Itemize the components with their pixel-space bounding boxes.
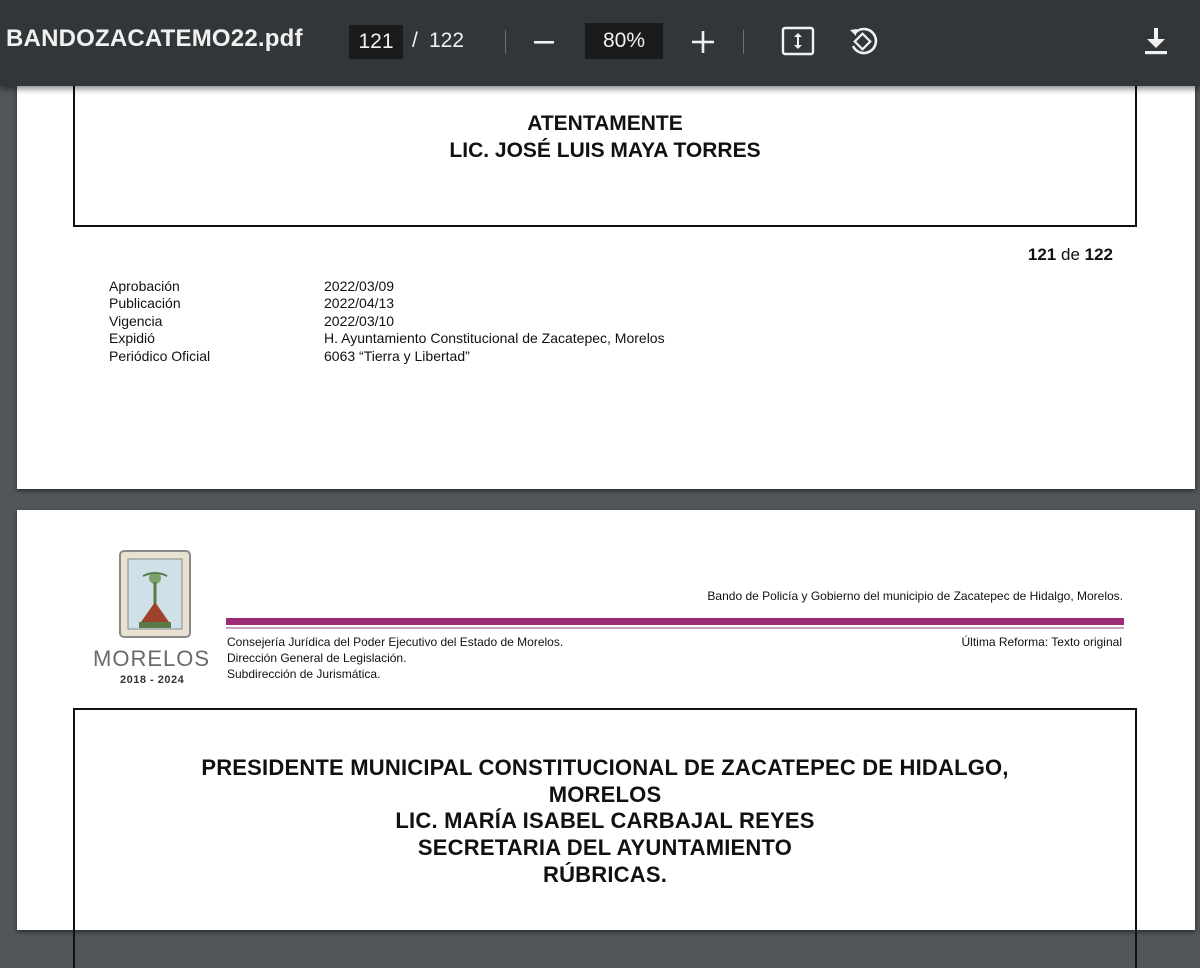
meta-value-vigencia: 2022/03/10 [324,313,395,329]
header-line-direccion: Dirección General de Legislación. [227,651,407,665]
meta-label-aprobacion: Aprobación [109,278,180,294]
page-total: 122 [429,29,465,52]
zoom-level-input[interactable]: 80% [585,23,663,59]
plus-icon [691,30,715,54]
download-button[interactable] [1136,21,1176,61]
signatories-box [73,708,1137,968]
file-name: BANDOZACATEMO22.pdf [6,25,303,52]
header-line-consejeria: Consejería Jurídica del Poder Ejecutivo del Estado de Morelos. [227,635,564,649]
last-reform-text: Última Reforma: Texto original [961,635,1122,649]
toolbar-divider [505,30,506,54]
body-line-2: MORELOS [548,782,662,807]
meta-value-periodico: 6063 “Tierra y Libertad” [324,348,470,364]
page-separator: / [412,29,418,52]
body-line-3: LIC. MARÍA ISABEL CARBAJAL REYES [395,808,815,833]
coat-of-arms-icon [117,548,193,640]
meta-value-publicacion: 2022/04/13 [324,295,395,311]
rotate-button[interactable] [843,21,883,61]
page-number-current: 121 [1027,245,1057,264]
page-footer-number [1028,245,1113,265]
page-number-input[interactable]: 121 [349,25,403,59]
minus-icon [533,31,555,53]
morelos-coat-of-arms-logo [117,548,193,640]
download-icon [1142,26,1170,56]
header-accent-bar [226,618,1124,625]
zoom-in-button[interactable] [683,22,723,62]
meta-label-periodico: Periódico Oficial [109,348,211,364]
page-number-total: 122 [1084,245,1113,264]
fit-to-page-button[interactable] [778,21,818,61]
header-accent-bar-thin [226,627,1124,629]
pdf-toolbar [0,0,1200,86]
meta-value-aprobacion: 2022/03/09 [324,278,395,294]
closing-text: ATENTAMENTE [527,112,683,135]
toolbar-divider [743,30,744,54]
logo-years: 2018 - 2024 [120,674,185,686]
meta-label-vigencia: Vigencia [109,313,163,329]
signer-name: LIC. JOSÉ LUIS MAYA TORRES [449,139,761,162]
rotate-icon [846,24,880,58]
zoom-out-button[interactable] [524,22,564,62]
body-line-4: SECRETARIA DEL AYUNTAMIENTO [417,835,793,860]
page-number-de: de [1056,245,1085,264]
fit-to-page-icon [781,26,815,56]
body-line-1: PRESIDENTE MUNICIPAL CONSTITUCIONAL DE ZACATEPEC DE HIDALGO, [201,755,1009,780]
meta-label-expidio: Expidió [109,330,155,346]
document-header-title: Bando de Policía y Gobierno del municipio de Zacatepec de Hidalgo, Morelos. [707,589,1123,603]
meta-label-publicacion: Publicación [109,295,181,311]
logo-text: MORELOS [93,646,211,671]
body-line-5: RÚBRICAS. [542,862,668,887]
meta-value-expidio: H. Ayuntamiento Constitucional de Zacatepec, Morelos [324,330,665,346]
pdf-page-122 [17,510,1195,930]
header-line-subdireccion: Subdirección de Jurismática. [227,667,381,681]
